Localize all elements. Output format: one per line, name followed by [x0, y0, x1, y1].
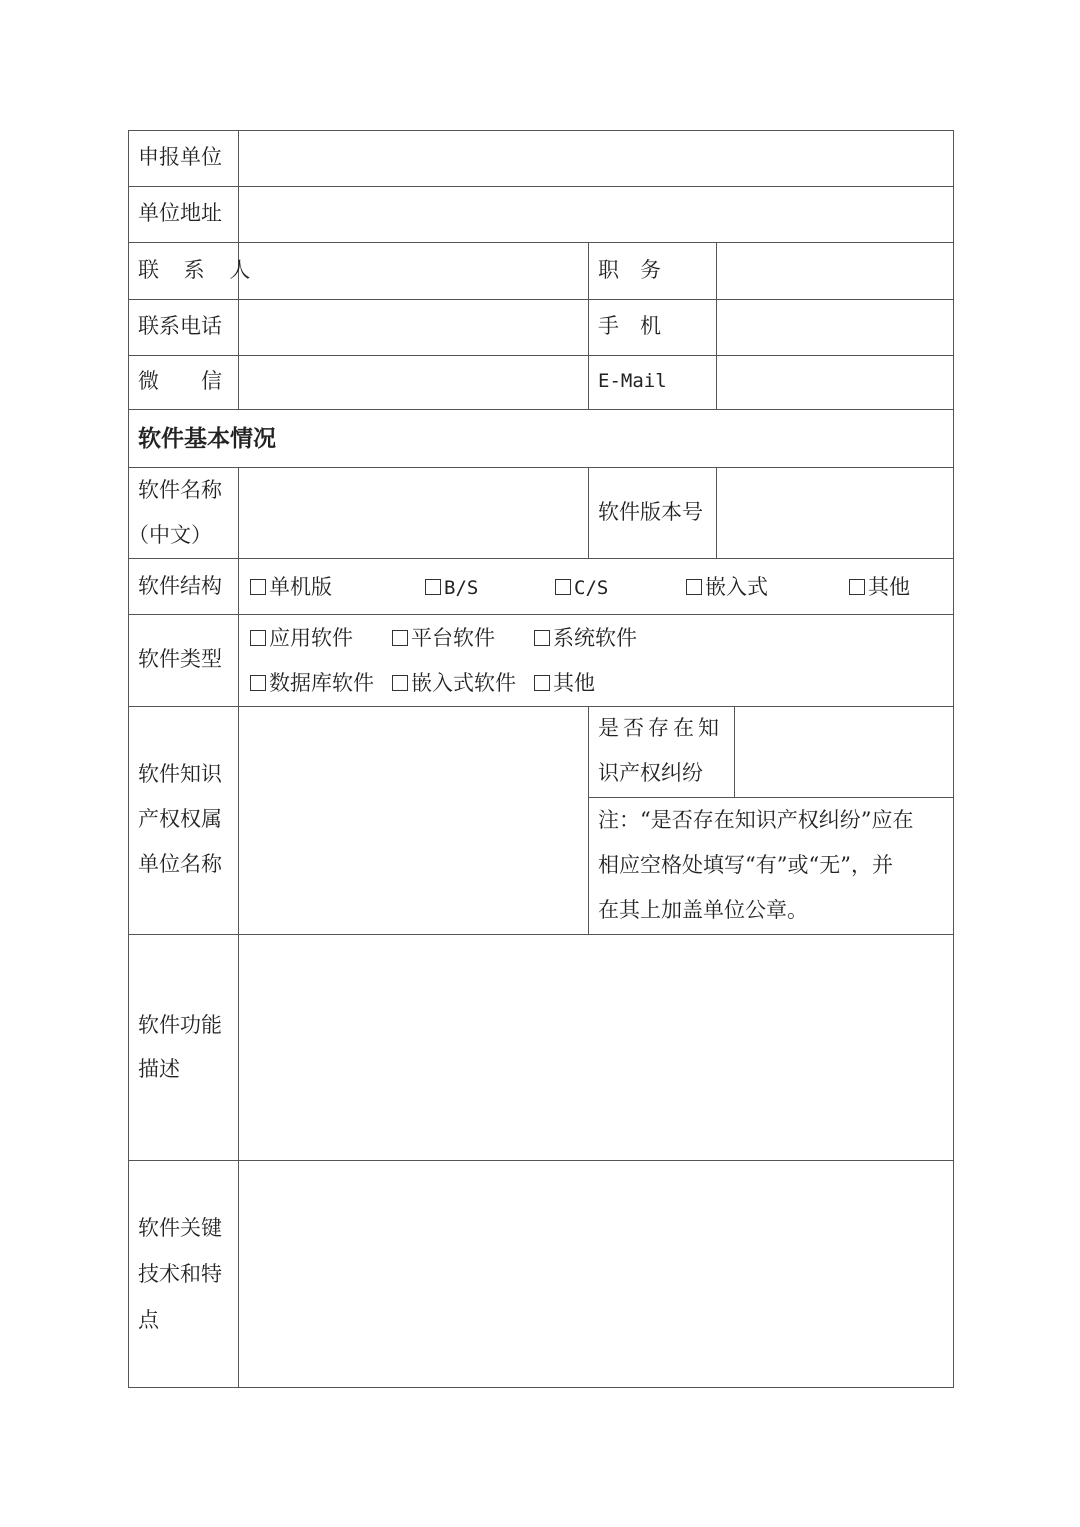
checkbox-cs[interactable] [555, 572, 608, 603]
checkbox-icon [425, 579, 441, 595]
label-software-structure: 软件结构 [138, 574, 222, 598]
input-ip-dispute[interactable] [736, 707, 952, 796]
label-applicant-unit: 申报单位 [138, 145, 222, 169]
option-label: 单机版 [269, 575, 332, 599]
checkbox-icon [534, 630, 550, 646]
note-line3: 在其上加盖单位公章。 [598, 898, 808, 922]
label-position: 职 务 [598, 258, 661, 282]
input-mobile[interactable] [718, 300, 952, 354]
table-border-bottom [128, 1387, 954, 1388]
label-software-name-cn: （中文） [128, 523, 212, 547]
input-position[interactable] [718, 243, 952, 298]
label-mobile: 手 机 [598, 314, 661, 338]
checkbox-icon [250, 675, 266, 691]
label-wechat: 微 信 [138, 369, 222, 393]
label-unit-address: 单位地址 [138, 201, 222, 225]
input-email[interactable] [718, 356, 952, 408]
column-divider [716, 242, 717, 409]
option-label: 其他 [553, 671, 595, 695]
checkbox-embedded-software[interactable] [392, 668, 516, 698]
column-divider [588, 242, 589, 409]
checkbox-bs[interactable] [425, 572, 478, 603]
label-software-name: 软件名称 [138, 478, 222, 502]
label-software-type: 软件类型 [138, 647, 222, 671]
option-label: 嵌入式软件 [411, 671, 516, 695]
option-label: C/S [574, 577, 609, 599]
checkbox-embedded[interactable] [686, 572, 768, 602]
checkbox-icon [250, 630, 266, 646]
checkbox-icon [849, 579, 865, 595]
label-ip-owner-line1: 软件知识 [138, 762, 222, 786]
label-contact-person: 联 系 人 [138, 258, 260, 282]
checkbox-other-type[interactable] [534, 668, 595, 698]
input-software-version[interactable] [718, 468, 952, 557]
input-contact-phone[interactable] [240, 300, 587, 354]
column-divider [716, 467, 717, 558]
column-divider [238, 467, 239, 1387]
input-ip-owner[interactable] [240, 707, 587, 933]
input-function-desc[interactable] [240, 935, 952, 1159]
note-line1: 注：“是否存在知识产权纠纷”应在 [598, 808, 914, 832]
note-line2: 相应空格处填写“有”或“无”，并 [598, 853, 893, 877]
label-contact-phone: 联系电话 [138, 314, 222, 338]
label-function-desc-line2: 描述 [138, 1057, 180, 1081]
label-key-tech-line2: 技术和特 [138, 1262, 222, 1286]
input-wechat[interactable] [240, 356, 587, 408]
checkbox-icon [392, 675, 408, 691]
section-title: 软件基本情况 [138, 425, 276, 452]
label-ip-owner-line3: 单位名称 [138, 852, 222, 876]
label-ip-owner-line2: 产权权属 [138, 807, 222, 831]
input-software-name[interactable] [240, 468, 587, 557]
label-ip-dispute-line1: 是否存在知 [598, 716, 723, 740]
checkbox-icon [534, 675, 550, 691]
checkbox-icon [686, 579, 702, 595]
option-label: B/S [444, 577, 479, 599]
checkbox-application[interactable] [250, 623, 353, 653]
column-divider [588, 706, 589, 934]
checkbox-database[interactable] [250, 668, 374, 698]
checkbox-platform[interactable] [392, 623, 495, 653]
label-key-tech-line1: 软件关键 [138, 1216, 222, 1240]
option-label: 系统软件 [553, 626, 637, 650]
table-border-right [953, 130, 954, 1388]
option-label: 其他 [868, 575, 910, 599]
table-border-left [128, 130, 129, 1388]
label-function-desc-line1: 软件功能 [138, 1013, 222, 1037]
column-divider [734, 706, 735, 797]
checkbox-icon [555, 579, 571, 595]
label-software-version: 软件版本号 [598, 500, 703, 524]
option-label: 嵌入式 [705, 575, 768, 599]
label-ip-dispute-line2: 识产权纠纷 [598, 761, 703, 785]
input-applicant-unit[interactable] [240, 131, 952, 185]
option-label: 平台软件 [411, 626, 495, 650]
column-divider [588, 467, 589, 558]
input-unit-address[interactable] [240, 187, 952, 241]
row-divider [128, 614, 954, 615]
checkbox-icon [392, 630, 408, 646]
row-divider [128, 409, 954, 410]
input-key-tech[interactable] [240, 1161, 952, 1386]
input-contact-person[interactable] [240, 243, 587, 298]
checkbox-system[interactable] [534, 623, 637, 653]
checkbox-standalone[interactable] [250, 572, 332, 602]
option-label: 应用软件 [269, 626, 353, 650]
checkbox-icon [250, 579, 266, 595]
label-key-tech-line3: 点 [138, 1308, 159, 1332]
option-label: 数据库软件 [269, 671, 374, 695]
label-email: E-Mail [598, 370, 667, 392]
checkbox-other-structure[interactable] [849, 572, 910, 602]
row-divider [128, 558, 954, 559]
